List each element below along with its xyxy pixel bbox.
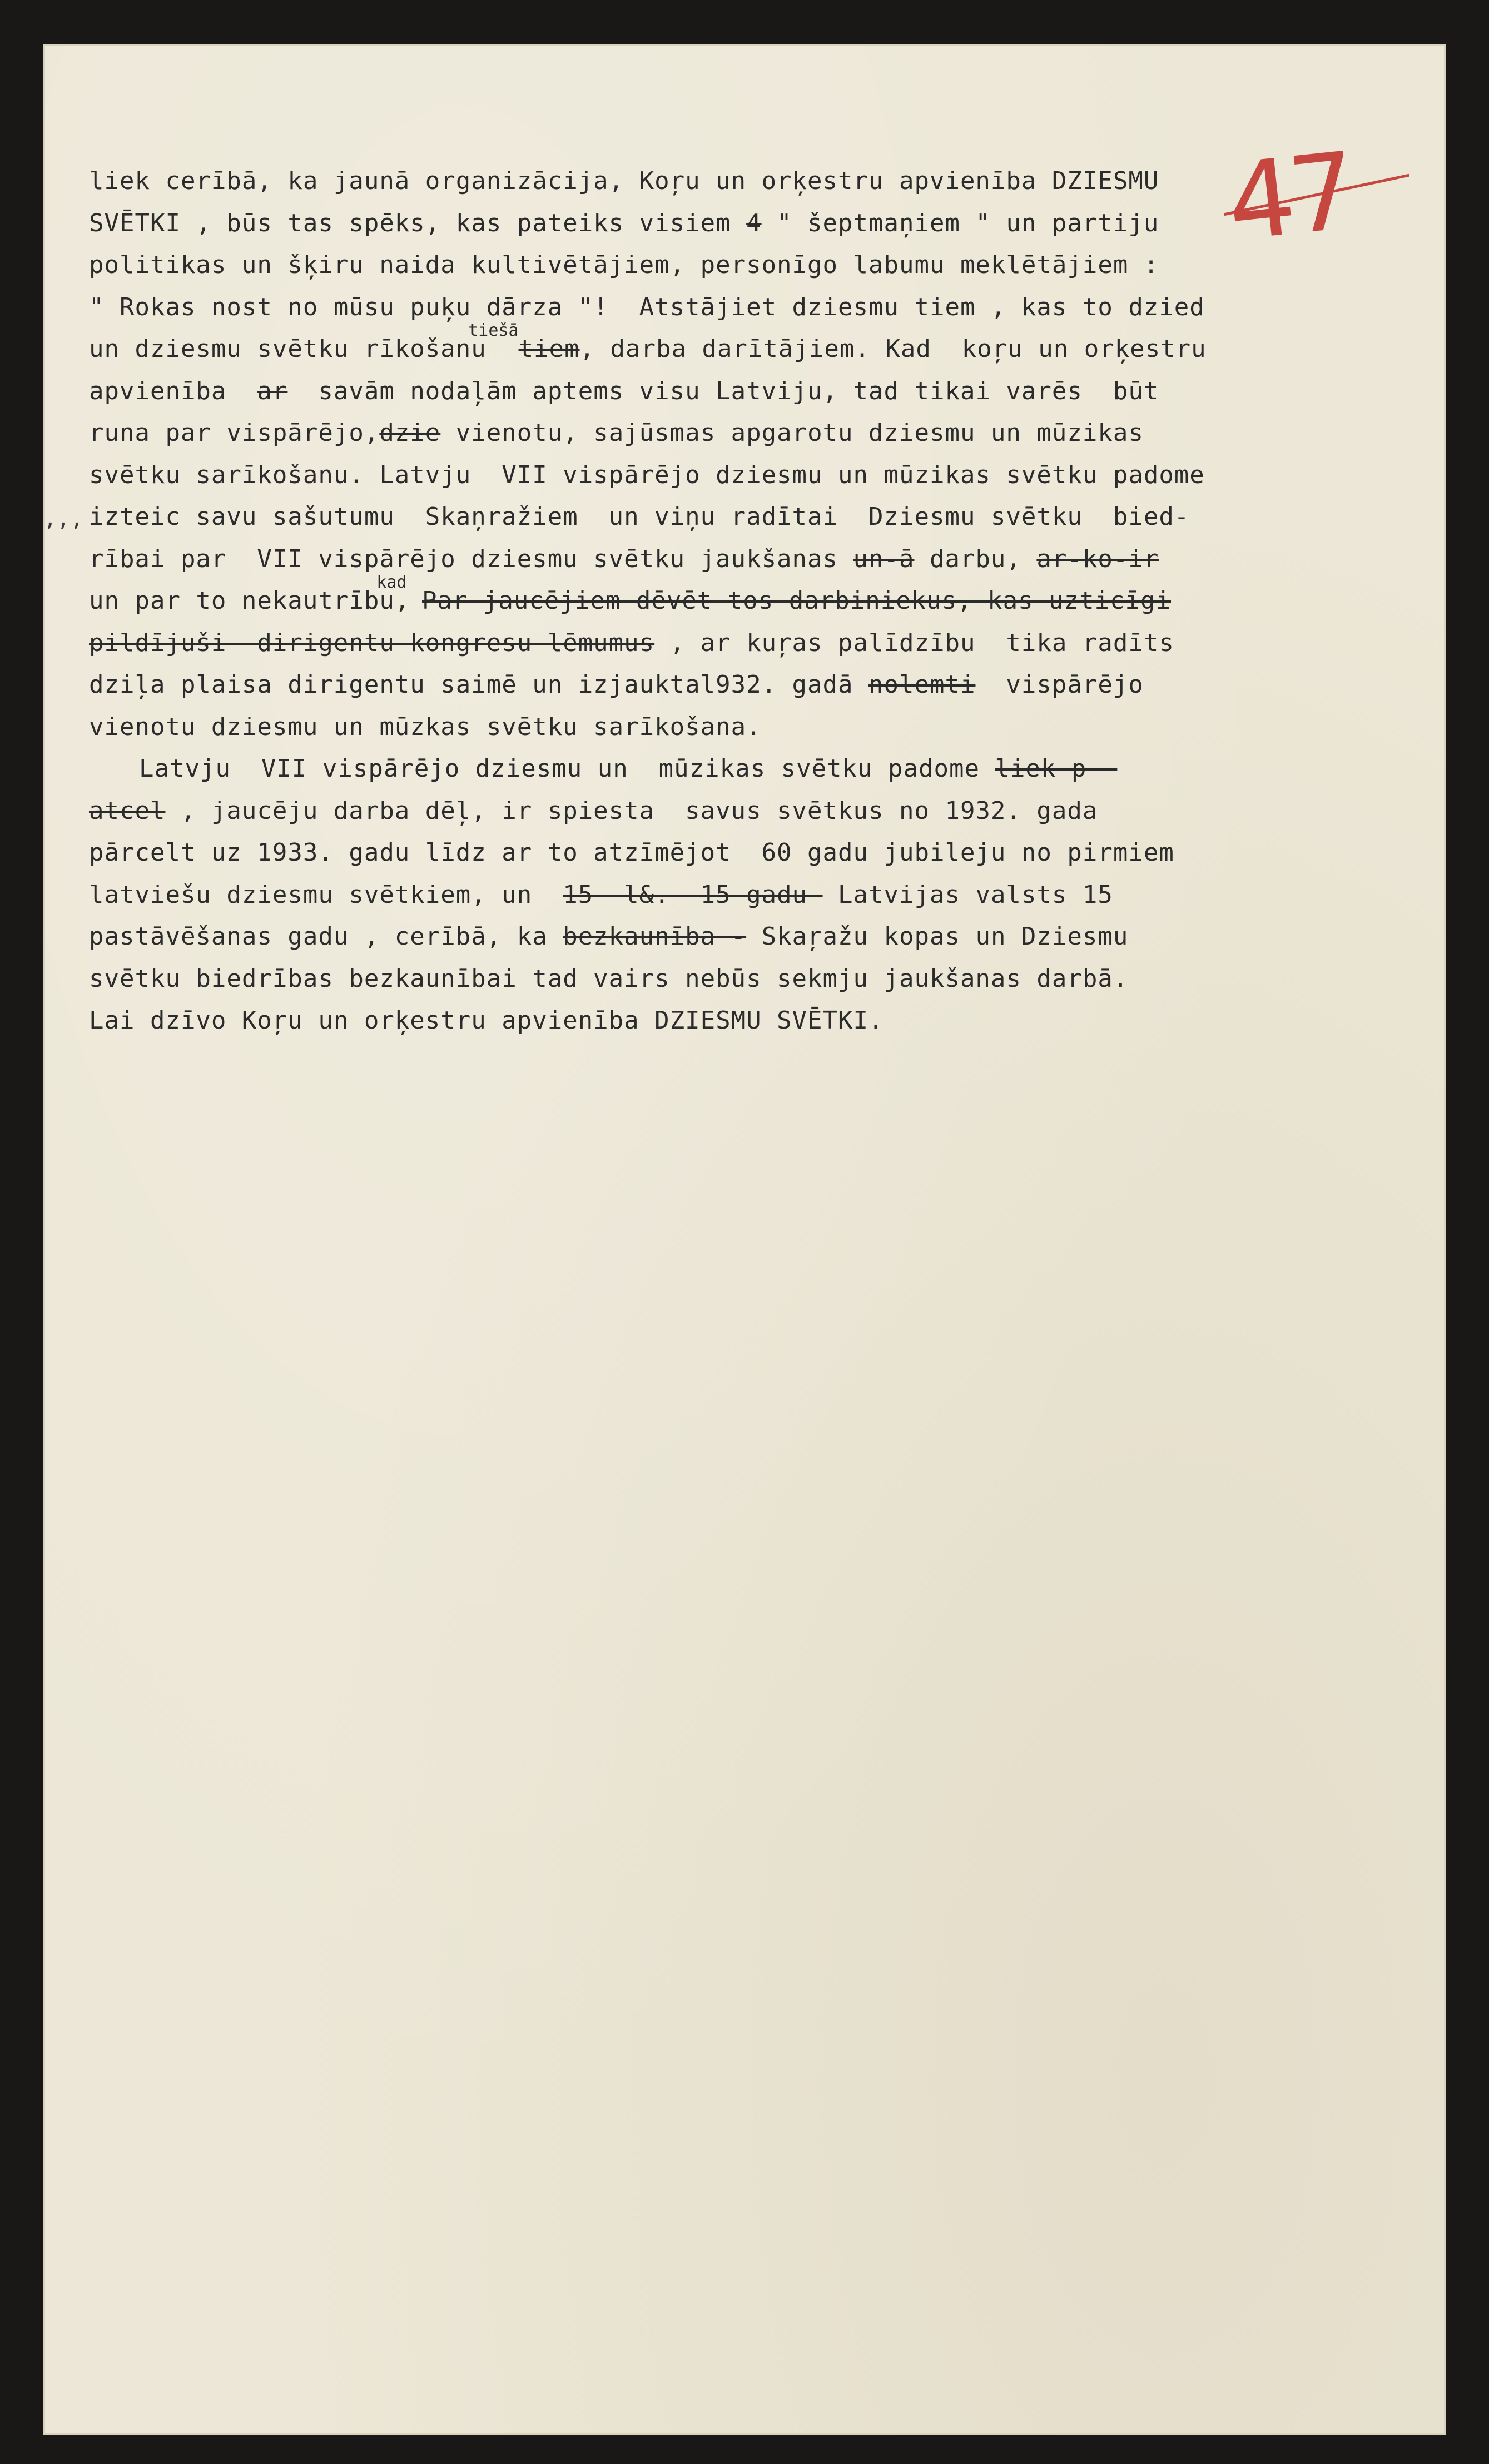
text-line: [89, 286, 1346, 329]
struck-text: pildījuši dirigentu kongresu lēmumus: [89, 628, 655, 657]
text-segment: vienotu, sajūsmas apgarotu dziesmu un mūzikas: [440, 419, 1144, 447]
text-segment: svētku sarīkošanu. Latvju VII vispārējo dziesmu un mūzikas svētku padome: [89, 460, 1205, 489]
inserted-text: tiešā: [468, 321, 519, 340]
text-segment: , ar kuŗas palīdzību tika radīts: [654, 628, 1174, 657]
text-segment: rībai par VII vispārējo dziesmu svētku jaukšanas: [89, 544, 853, 573]
struck-text: 4: [746, 208, 762, 237]
struck-text: ar: [257, 376, 288, 405]
text-segment: pārcelt uz 1933. gadu līdz ar to atzīmējot 60 gadu jubileju no pirmiem: [89, 838, 1174, 867]
struck-text: atcel: [89, 796, 166, 825]
text-line: [89, 412, 1346, 454]
text-segment: Latvju VII vispārējo dziesmu un mūzikas svētku padome: [139, 754, 995, 783]
text-line: [89, 706, 1346, 748]
struck-text: Par jaucējiem dēvēt tos darbiniekus, kas uzticīgi: [421, 587, 1172, 615]
text-line: [89, 496, 1346, 538]
text-segment: Latvijas valsts 15: [822, 880, 1113, 909]
text-line: [89, 370, 1346, 413]
struck-text: ar-ko-ir: [1036, 544, 1159, 573]
text-segment: , jaucēju darba dēļ, ir spiesta savus svētkus no 1932. gada: [165, 796, 1098, 825]
text-line: [89, 664, 1346, 706]
text-line: [89, 538, 1346, 580]
text-segment: un par to nekautrību,: [89, 587, 410, 615]
inserted-text: kad: [376, 573, 407, 592]
struck-text: tiem: [518, 335, 580, 363]
text-segment: darbu,: [914, 544, 1037, 573]
text-segment: pastāvēšanas gadu , cerībā, ka: [89, 922, 563, 951]
text-line: [89, 958, 1346, 1000]
folio-number: 47: [1222, 130, 1357, 265]
struck-text: un-ā: [853, 544, 915, 573]
text-line: [89, 874, 1346, 916]
text-segment: svētku biedrības bezkaunībai tad vairs nebūs sekmju jaukšanas darbā.: [89, 964, 1129, 993]
typed-letter-body: [89, 160, 1346, 1042]
text-segment: runa par vispārējo,: [89, 419, 380, 447]
text-segment: " šeptmaņiem " un partiju: [761, 208, 1159, 237]
text-line: [89, 454, 1346, 496]
text-segment: politikas un šķiru naida kultivētājiem, personīgo labumu meklētājiem :: [89, 251, 1159, 279]
struck-text: dzie: [379, 419, 441, 447]
text-segment: Lai dzīvo Koŗu un orķestru apvienība DZIESMU SVĒTKI.: [89, 1006, 884, 1035]
struck-text: bezkaunība -: [563, 922, 747, 951]
text-segment: [406, 587, 422, 615]
text-line: [89, 244, 1346, 286]
text-line: [89, 622, 1346, 664]
text-segment: un dziesmu svētku rīkošanu: [89, 335, 502, 363]
text-segment: latviešu dziesmu svētkiem, un: [89, 880, 563, 909]
text-segment: Skaŗažu kopas un Dziesmu: [746, 922, 1129, 951]
text-segment: " Rokas nost no mūsu puķu dārza "! Atstājiet dziesmu tiem , kas to dzied: [89, 292, 1205, 321]
binding-marks: ,,,: [43, 506, 84, 531]
text-segment: , darba darītājiem. Kad koŗu un orķestru: [579, 335, 1207, 363]
struck-text: nolemti: [868, 670, 976, 699]
text-line: [89, 202, 1346, 245]
text-segment: apvienība: [89, 376, 257, 405]
text-segment: izteic savu sašutumu Skaņražiem un viņu radītai Dziesmu svētku bied-: [89, 503, 1190, 531]
text-line: [89, 790, 1346, 832]
text-segment: dziļa plaisa dirigentu saimē un izjauktal932. gadā: [89, 670, 869, 699]
text-line: [89, 832, 1346, 874]
text-segment: vispārējo: [975, 670, 1144, 699]
text-segment: SVĒTKI , būs tas spēks, kas pateiks visiem: [89, 208, 747, 237]
struck-text: liek p--: [995, 754, 1118, 783]
text-segment: vienotu dziesmu un mūzkas svētku sarīkošana.: [89, 712, 762, 741]
text-line: [89, 916, 1346, 958]
struck-text: 15- l&.--15 gadu-: [563, 880, 823, 909]
text-line: [89, 1000, 1346, 1042]
text-line: [89, 160, 1346, 202]
text-segment: liek cerībā, ka jaunā organizācija, Koŗu un orķestru apvienība DZIESMU: [89, 167, 1159, 195]
text-line: [89, 748, 1346, 790]
text-segment: savām nodaļām aptems visu Latviju, tad tikai varēs būt: [287, 376, 1159, 405]
text-line: [89, 573, 1346, 622]
text-line: [89, 321, 1346, 370]
